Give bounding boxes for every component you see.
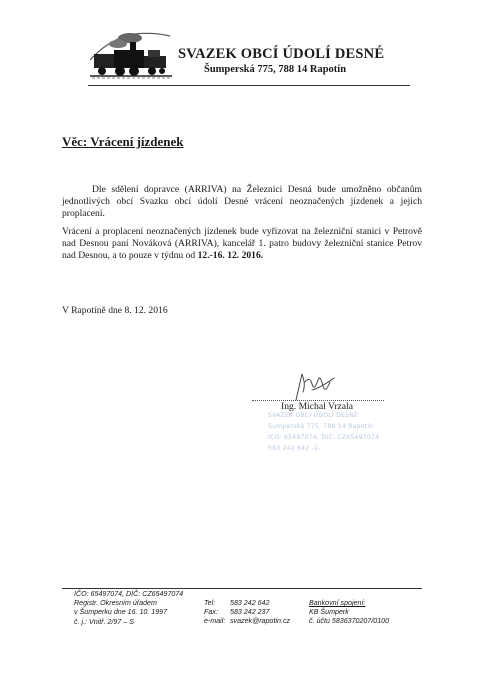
paragraph-2-text: Vrácení a proplacení neoznačených jízdenek bude vyřizovat na železniční stanici v Petrově nad Desnou paní Nováková (ARRIVA), kancelář 1. patro budovy železniční stanice Petrov nad Desnou, a to pouze v týdnu od	[62, 226, 422, 262]
tel-value: 583 242 642	[230, 599, 270, 607]
fax-label: Fax:	[204, 608, 218, 617]
refund-dates: 12.-16. 12. 2016.	[197, 250, 264, 262]
footer-ico: IČO: 65497074, DIČ: CZ65497074	[74, 590, 184, 598]
tel-label: Tel:	[204, 599, 216, 607]
footer-registration	[74, 590, 183, 627]
footer-contact-labels	[204, 599, 225, 627]
body-paragraph-2	[62, 226, 422, 263]
body-paragraph-1: Dle sdělení dopravce (ARRIVA) na Železnici Desná bude umožněno občanům jednotlivých obcí Svazku obcí údolí Desné vrácení neoznačených jízdenek a jejich proplacení.	[62, 184, 422, 220]
stamp-line: 583 242 642 -2-	[268, 445, 321, 452]
bank-account: č. účtu 5836370207/0100	[309, 617, 390, 626]
bank-heading: Bankovní spojení:	[309, 599, 366, 607]
stamp-line: SVAZEK OBCÍ ÚDOLÍ DESNÉ	[268, 412, 359, 419]
organization-address: Šumperská 775, 788 14 Rapotín	[204, 64, 347, 75]
official-stamp	[268, 412, 380, 466]
fax-value: 583 242 237	[230, 608, 270, 617]
organization-name: SVAZEK OBCÍ ÚDOLÍ DESNÉ	[178, 46, 385, 62]
footer-register-2: v Šumperku dne 16. 10. 1997	[74, 608, 168, 617]
email-value: svazek@rapotin.cz	[230, 617, 291, 626]
footer-register-1: Registr. Okresním úřadem	[74, 599, 157, 608]
footer-divider	[62, 588, 422, 589]
footer-bank	[309, 599, 389, 627]
footer-register-3: č. j.: Vnitř. 2/97 – S	[74, 617, 134, 626]
letter-subject: Věc: Vrácení jízdenek	[62, 134, 184, 149]
email-label: e-mail:	[204, 617, 226, 626]
steam-train-icon	[90, 30, 172, 80]
stamp-line: Šumperská 775, 788 14 Rapotín	[268, 423, 374, 430]
signatory-name: Ing. Michal Vrzala	[281, 401, 353, 412]
footer-contact-values	[230, 599, 290, 627]
date-line: V Rapotíně dne 8. 12. 2016	[62, 305, 168, 316]
handwritten-signature	[290, 370, 340, 402]
stamp-line: IČO: 65497074, DIČ: CZ65497074	[268, 434, 380, 441]
header-divider	[88, 85, 410, 86]
bank-name: KB Šumperk	[309, 608, 349, 617]
